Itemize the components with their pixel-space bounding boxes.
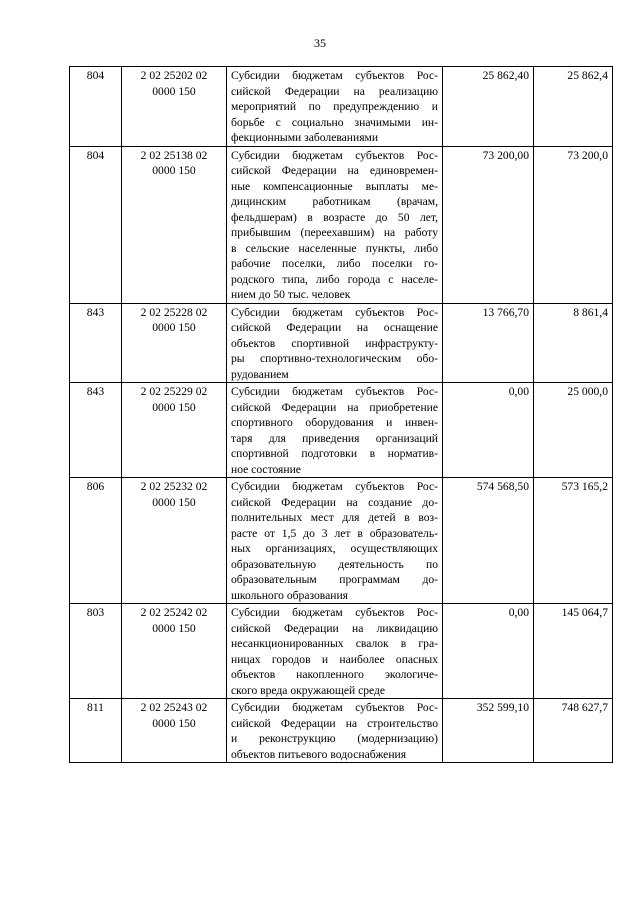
description-line: борьбе с социально значимыми ин- — [231, 115, 438, 129]
description-line: спортивного оборудования и инвен- — [231, 416, 438, 429]
amount-cell-1: 25 862,40 — [443, 67, 534, 147]
description-line: прибывшим (переехавшим) на работу — [231, 226, 438, 239]
description-line: объектов спортивной инфраструкту- — [231, 336, 438, 350]
description-line: ные компенсационные выплаты ме- — [231, 179, 438, 193]
table-row — [70, 67, 613, 147]
budget-code-line: 0000 150 — [152, 321, 196, 334]
description-line: сийской Федерации на оснащение — [231, 321, 438, 334]
budget-code-line: 0000 150 — [152, 84, 196, 98]
description-line: Субсидии бюджетам субъектов Рос- — [231, 148, 438, 162]
description-cell — [227, 478, 443, 604]
amount-cell-2: 25 862,4 — [534, 67, 613, 147]
budget-code-cell — [122, 604, 227, 699]
admin-code-cell: 803 — [70, 604, 122, 699]
description-line: сийской Федерации на реализацию — [231, 84, 438, 98]
description-line: образовательным программам до- — [231, 573, 438, 586]
description-line: Субсидии бюджетам субъектов Рос- — [231, 385, 438, 398]
admin-code-cell: 806 — [70, 478, 122, 604]
description-line: таря для приведения организаций — [231, 431, 438, 445]
budget-code-cell — [122, 383, 227, 478]
table-row — [70, 478, 613, 604]
description-line: рабочие поселки, либо поселки го- — [231, 257, 438, 270]
amount-cell-1: 0,00 — [443, 383, 534, 478]
description-line: ры спортивно-технологическим обо- — [231, 352, 438, 365]
description-line: сийской Федерации на единовремен- — [231, 164, 438, 177]
budget-code-line: 0000 150 — [152, 495, 196, 509]
description-line: фельдшерам) в возрасте до 50 лет, — [231, 210, 438, 224]
budget-code-line: 2 02 25243 02 — [140, 701, 208, 714]
description-cell — [227, 383, 443, 478]
description-line: школьного образования — [231, 588, 349, 602]
budget-code-line: 2 02 25232 02 — [140, 480, 208, 493]
amount-cell-2: 73 200,0 — [534, 146, 613, 303]
amount-cell-2: 573 165,2 — [534, 478, 613, 604]
budget-code-line: 0000 150 — [152, 164, 196, 177]
amount-cell-1: 0,00 — [443, 604, 534, 699]
description-line: ное состояние — [231, 462, 301, 476]
description-line: сийской Федерации на ликвидацию — [231, 621, 438, 635]
page-number: 35 — [314, 36, 326, 50]
amount-cell-2: 748 627,7 — [534, 699, 613, 763]
description-line: ского вреда окружающей среде — [231, 683, 386, 697]
description-line: Субсидии бюджетам субъектов Рос- — [231, 606, 438, 619]
description-line: спортивной подготовки в норматив- — [231, 447, 438, 460]
admin-code-cell: 804 — [70, 146, 122, 303]
description-line: мероприятий по предупреждению и — [231, 100, 438, 113]
description-line: ницах городов и наиболее опасных — [231, 652, 438, 666]
budget-code-line: 0000 150 — [152, 400, 196, 414]
description-line: сийской Федерации на создание до- — [231, 495, 438, 509]
budget-code-line: 2 02 25202 02 — [140, 69, 208, 82]
description-line: ных организациях, осуществляющих — [231, 542, 438, 555]
budget-code-cell — [122, 478, 227, 604]
budget-code-cell — [122, 303, 227, 383]
description-cell — [227, 699, 443, 763]
admin-code-cell: 843 — [70, 383, 122, 478]
description-line: сийской Федерации на строительство — [231, 716, 438, 730]
budget-code-cell — [122, 146, 227, 303]
amount-cell-2: 145 064,7 — [534, 604, 613, 699]
table-row — [70, 146, 613, 303]
description-line: Субсидии бюджетам субъектов Рос- — [231, 701, 438, 714]
description-line: объектов питьевого водоснабжения — [231, 747, 407, 761]
budget-code-line: 2 02 25242 02 — [140, 606, 208, 619]
budget-code-line: 0000 150 — [152, 716, 196, 730]
description-cell — [227, 67, 443, 147]
description-cell — [227, 303, 443, 383]
description-line: родского типа, либо города с населе- — [231, 272, 438, 286]
table-row — [70, 699, 613, 763]
budget-code-line: 2 02 25138 02 — [140, 148, 208, 162]
budget-code-cell — [122, 699, 227, 763]
budget-table — [69, 66, 613, 763]
table-row — [70, 303, 613, 383]
admin-code-cell: 804 — [70, 67, 122, 147]
table-row — [70, 604, 613, 699]
amount-cell-1: 352 599,10 — [443, 699, 534, 763]
description-line: и реконструкцию (модернизацию) — [231, 732, 438, 745]
description-line: фекционными заболеваниями — [231, 131, 379, 144]
description-line: сийской Федерации на приобретение — [231, 400, 438, 414]
description-line: дицинским работникам (врачам, — [231, 195, 438, 208]
description-line: образовательную деятельность по — [231, 557, 438, 571]
description-line: расте от 1,5 до 3 лет в образователь- — [231, 526, 438, 540]
amount-cell-1: 574 568,50 — [443, 478, 534, 604]
admin-code-cell: 843 — [70, 303, 122, 383]
description-line: Субсидии бюджетам субъектов Рос- — [231, 480, 438, 493]
description-line: полнительных мест для детей в воз- — [231, 511, 438, 524]
description-cell — [227, 604, 443, 699]
amount-cell-2: 25 000,0 — [534, 383, 613, 478]
description-cell — [227, 146, 443, 303]
budget-code-line: 2 02 25229 02 — [140, 385, 208, 398]
description-line: нием до 50 тыс. человек — [231, 288, 351, 301]
budget-code-cell — [122, 67, 227, 147]
amount-cell-1: 13 766,70 — [443, 303, 534, 383]
description-line: Субсидии бюджетам субъектов Рос- — [231, 69, 438, 82]
budget-table-body — [70, 67, 613, 763]
description-line: в сельские населенные пункты, либо — [231, 241, 438, 255]
admin-code-cell: 811 — [70, 699, 122, 763]
budget-code-line: 0000 150 — [152, 621, 196, 635]
description-line: Субсидии бюджетам субъектов Рос- — [231, 305, 438, 319]
amount-cell-2: 8 861,4 — [534, 303, 613, 383]
amount-cell-1: 73 200,00 — [443, 146, 534, 303]
table-row — [70, 383, 613, 478]
description-line: рудованием — [231, 367, 289, 381]
budget-code-line: 2 02 25228 02 — [140, 305, 208, 319]
description-line: объектов накопленного экологиче- — [231, 668, 438, 681]
description-line: несанкционированных свалок в гра- — [231, 637, 438, 650]
